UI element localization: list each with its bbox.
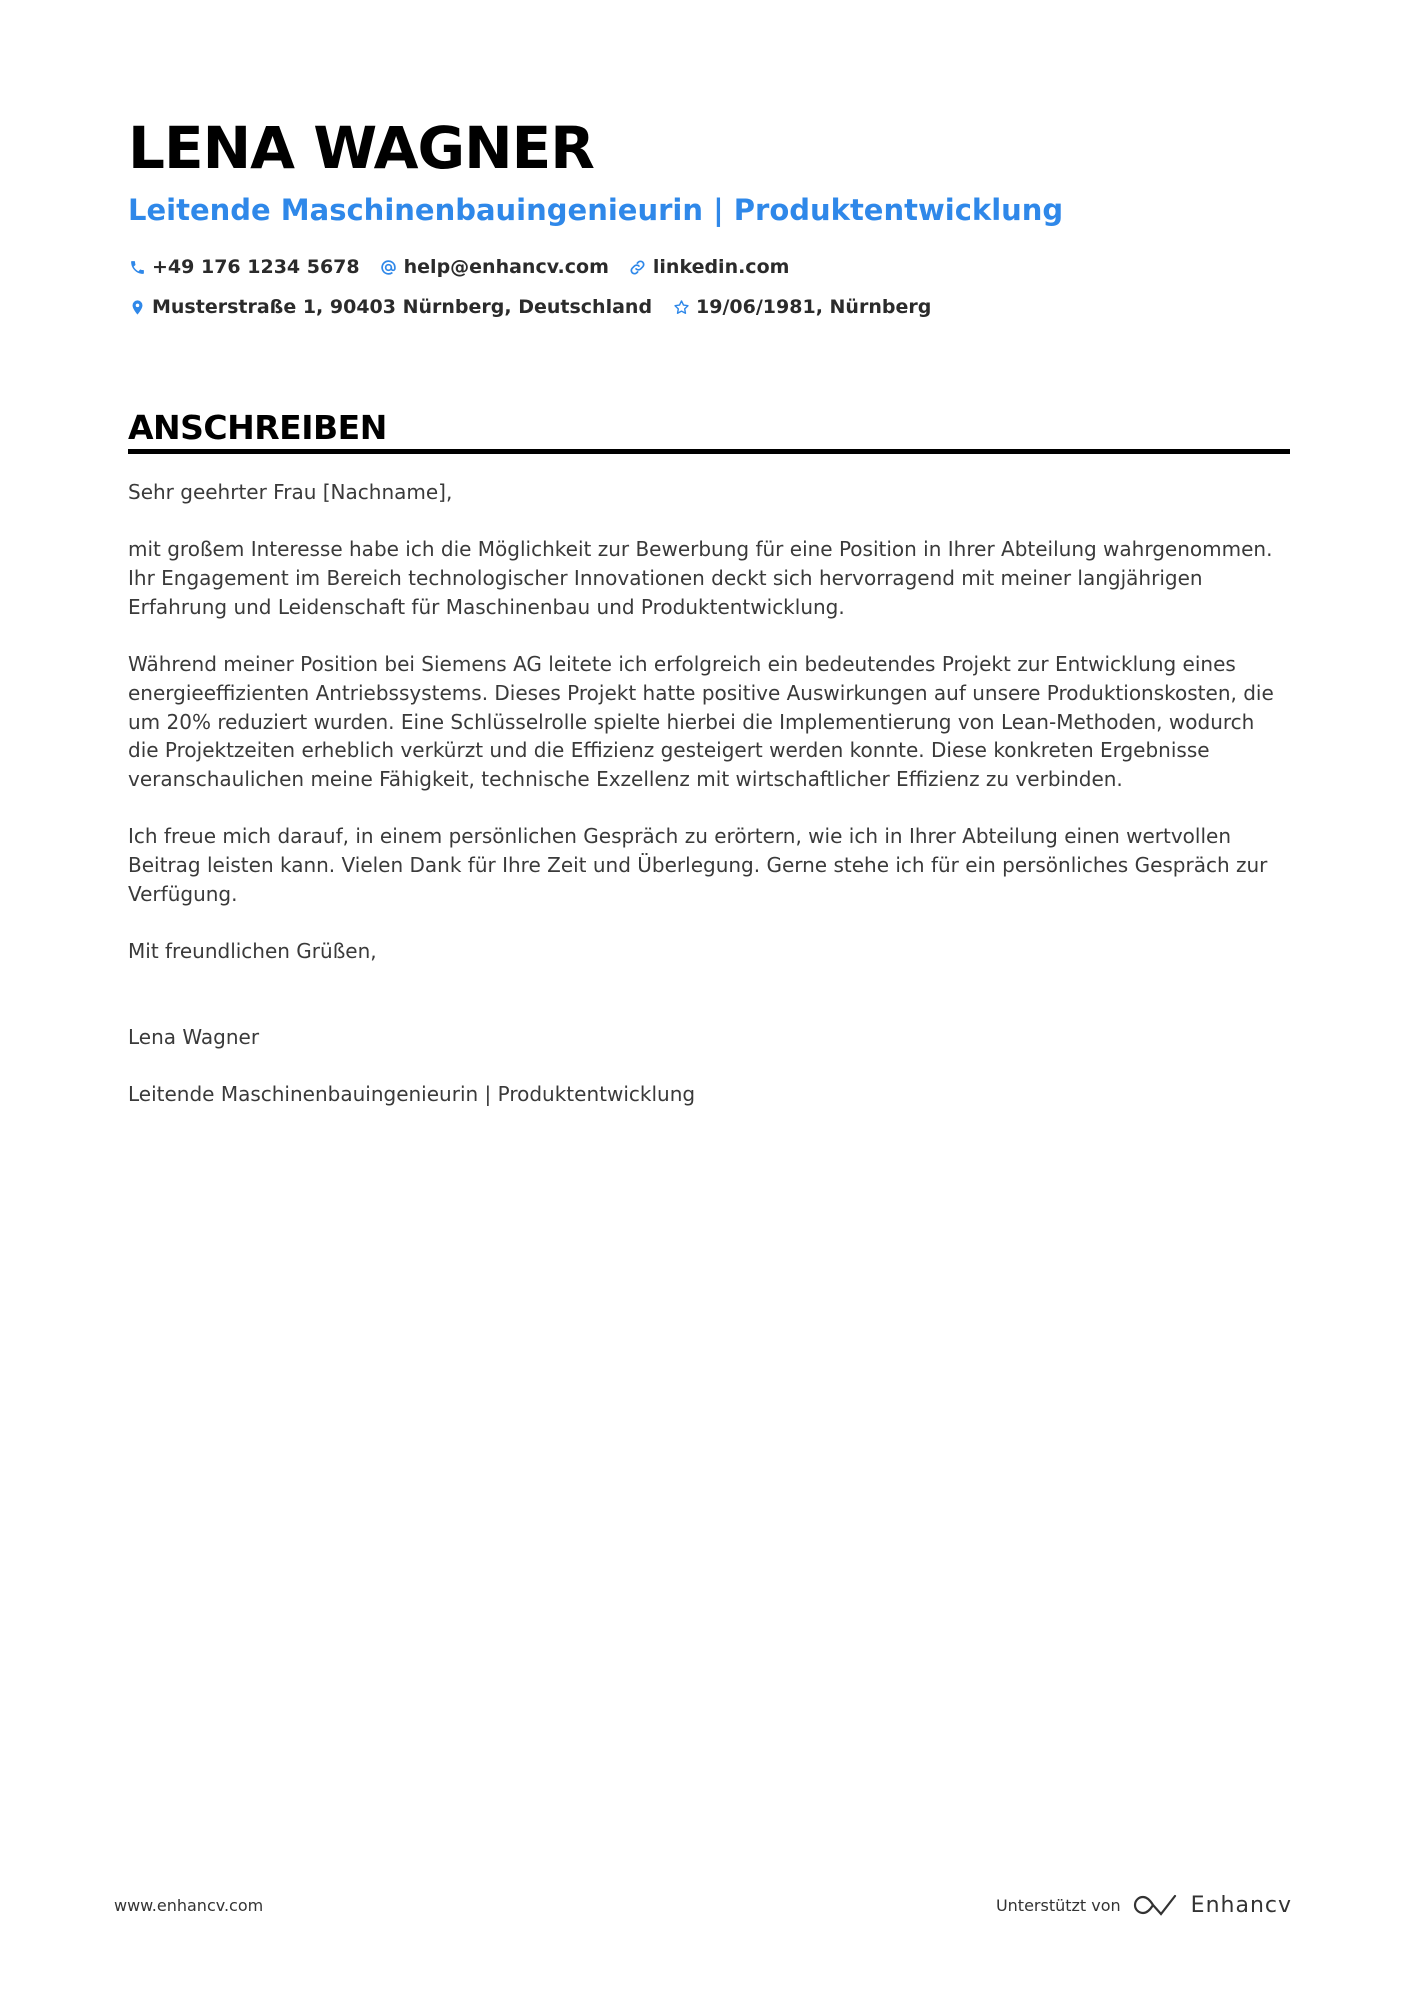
applicant-name: LENA WAGNER [128,114,594,182]
letter-paragraph: Während meiner Position bei Siemens AG leitete ich erfolgreich ein bedeutendes Projekt zur Entwicklung eines energieeffizienten Antriebssystems. Dieses Projekt hatte positive Auswirkungen auf unsere Produktionskosten, die um 20% reduziert wurden. Eine Schlüsselrolle spielte hierbei die Implementierung von Lean-Methoden, wodurch die Projektzeiten erheblich verkürzt und die Effizienz gesteigert werden konnte. Diese konkreten Ergebnisse veranschaulichen meine Fähigkeit, technische Exzellenz mit wirtschaftlicher Effizienz zu verbinden. [128,652,1274,791]
star-icon [672,298,690,316]
contact-birthdate-text: 19/06/1981, Nürnberg [696,296,932,318]
location-pin-icon [128,298,146,316]
link-icon [629,258,647,276]
enhancv-brand: Enhancv [1190,1892,1292,1918]
signature-name: Lena Wagner [128,1024,260,1049]
enhancv-logo-icon [1133,1892,1179,1918]
letter-body [128,478,1290,1138]
phone-icon [128,258,146,276]
letter-closing: Mit freundlichen Grüßen, [128,939,377,964]
contact-birthdate [672,292,931,322]
footer-website[interactable]: www.enhancv.com [114,1896,264,1915]
contact-address [128,292,652,322]
contact-info [128,252,1290,322]
powered-by-text: Unterstützt von [995,1895,1121,1915]
contact-linkedin[interactable] [629,252,790,282]
signature-title: Leitende Maschinenbauingenieurin | Produktentwicklung [128,1082,696,1107]
applicant-title: Leitende Maschinenbauingenieurin | Produktentwicklung [128,193,1064,227]
letter-paragraph: Ich freue mich darauf, in einem persönlichen Gespräch zu erörtern, wie ich in Ihrer Abteilung einen wertvollen Beitrag leisten kann. Vielen Dank für Ihre Zeit und Überlegung. Gerne stehe ich für ein persönliches Gespräch zur Verfügung. [128,824,1268,906]
section-title: ANSCHREIBEN [128,408,387,447]
contact-email-text: help@enhancv.com [403,256,609,278]
contact-linkedin-text: linkedin.com [652,256,790,278]
section-divider [128,449,1290,454]
contact-phone [128,252,360,282]
contact-phone-text: +49 176 1234 5678 [152,256,360,278]
letter-paragraph: mit großem Interesse habe ich die Möglichkeit zur Bewerbung für eine Position in Ihrer Abteilung wahrgenommen. Ihr Engagement im Bereich technologischer Innovationen deckt sich hervorragend mit meiner langjährigen Erfahrung und Leidenschaft für Maschinenbau und Produktentwicklung. [128,537,1273,619]
letter-salutation: Sehr geehrter Frau [Nachname], [128,480,453,504]
contact-address-text: Musterstraße 1, 90403 Nürnberg, Deutschland [152,296,653,318]
at-icon [380,258,398,276]
contact-email[interactable] [380,252,609,282]
footer-branding [996,1892,1292,1918]
